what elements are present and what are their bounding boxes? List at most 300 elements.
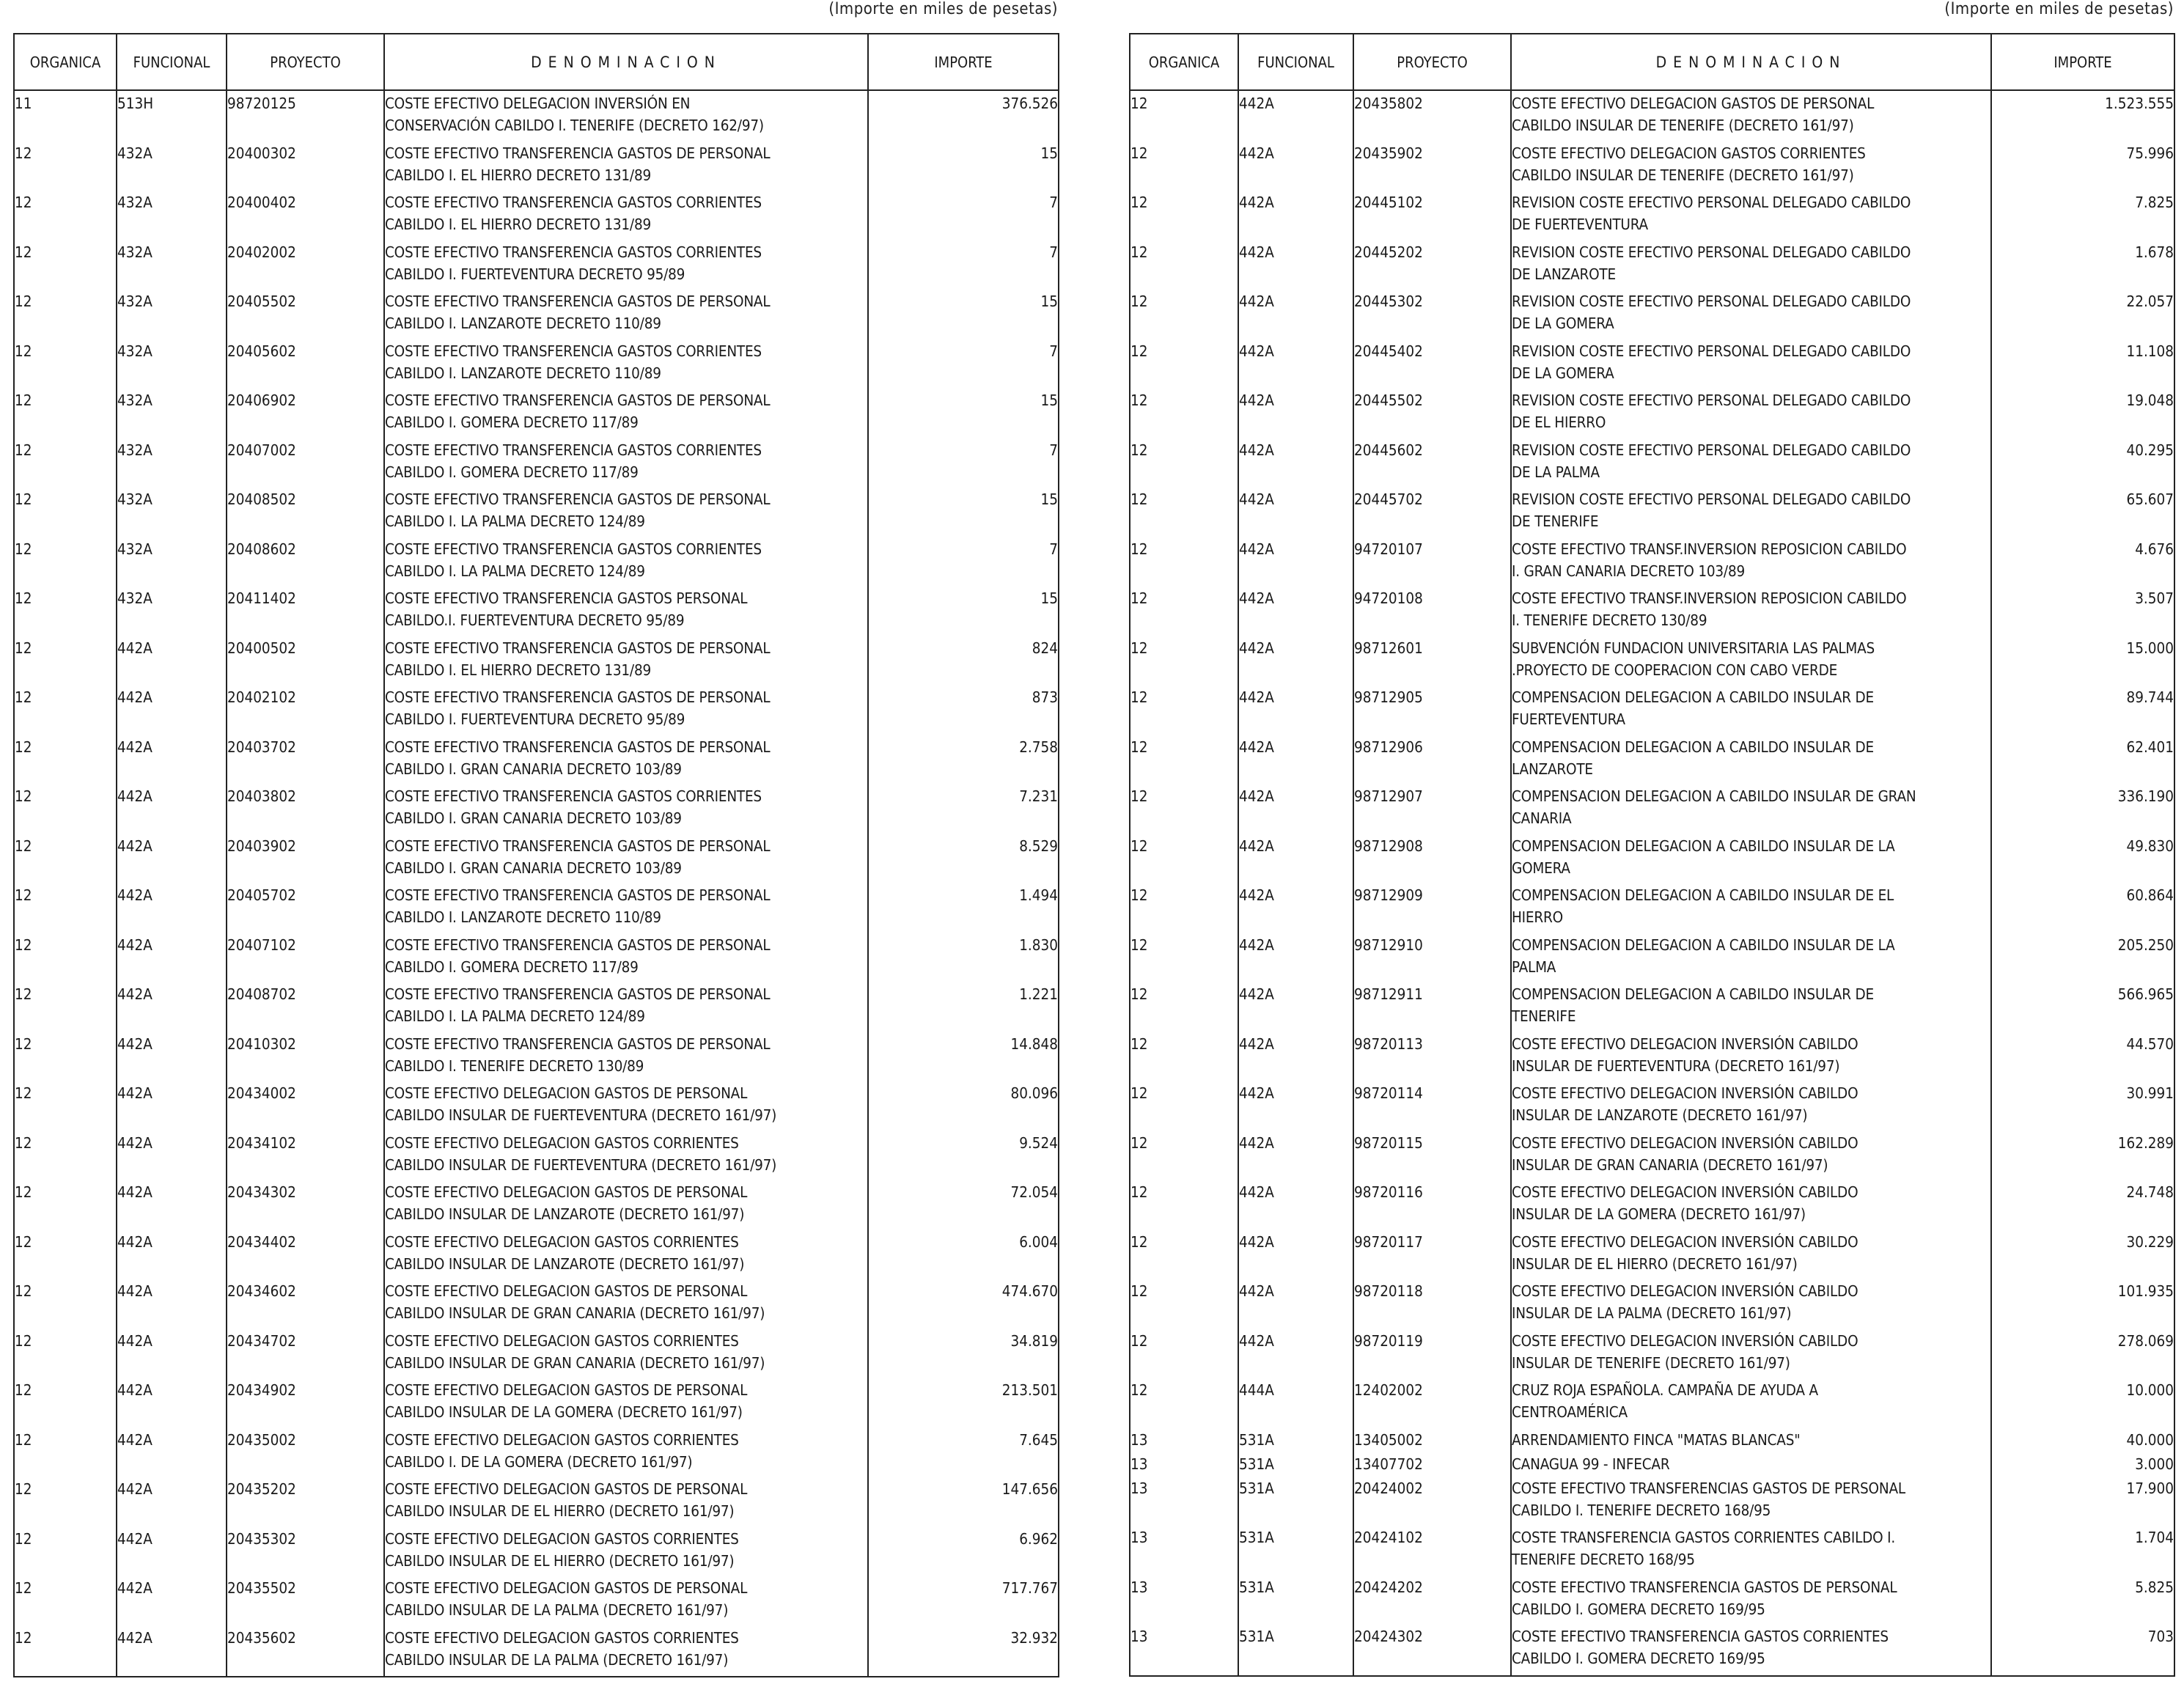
table-row bbox=[14, 1528, 1059, 1578]
denominacion-line-2: CABILDO INSULAR DE TENERIFE (DECRETO 161/97) bbox=[1512, 117, 1854, 134]
denominacion-line-2: CABILDO I. LANZAROTE DECRETO 110/89 bbox=[385, 315, 661, 332]
table-row bbox=[14, 538, 1059, 588]
cell-denominacion bbox=[384, 1330, 868, 1380]
cell-importe: 80.096 bbox=[868, 1082, 1059, 1132]
denominacion-line-2: CABILDO I. GOMERA DECRETO 117/89 bbox=[385, 463, 639, 481]
cell-funcional: 442A bbox=[117, 1627, 227, 1677]
cell-funcional: 442A bbox=[117, 1280, 227, 1330]
cell-denominacion bbox=[1511, 1625, 1991, 1676]
denominacion-line-2: CABILDO INSULAR DE EL HIERRO (DECRETO 161/97) bbox=[385, 1551, 735, 1570]
table-row bbox=[1130, 1082, 2174, 1132]
cell-organica: 13 bbox=[1130, 1429, 1238, 1453]
table-row bbox=[14, 934, 1059, 984]
cell-denominacion bbox=[384, 439, 868, 489]
cell-importe: 9.524 bbox=[868, 1132, 1059, 1182]
cell-organica: 12 bbox=[1130, 835, 1238, 885]
header-proyecto: PROYECTO bbox=[227, 34, 384, 90]
cell-denominacion bbox=[384, 290, 868, 340]
denominacion-line-2: DE TENERIFE bbox=[1512, 512, 1599, 530]
table-row bbox=[1130, 736, 2174, 786]
cell-organica: 12 bbox=[14, 340, 117, 390]
table-row bbox=[14, 1627, 1059, 1677]
cell-importe: 44.570 bbox=[1991, 1033, 2174, 1083]
cell-organica: 12 bbox=[1130, 686, 1238, 736]
denominacion-line-2: CABILDO I. DE LA GOMERA (DECRETO 161/97) bbox=[385, 1452, 693, 1471]
cell-funcional: 442A bbox=[117, 1330, 227, 1380]
cell-importe: 89.744 bbox=[1991, 686, 2174, 736]
cell-organica: 12 bbox=[14, 587, 117, 637]
cell-denominacion bbox=[384, 1132, 868, 1182]
cell-proyecto: 98712601 bbox=[1353, 637, 1511, 687]
cell-organica: 12 bbox=[14, 736, 117, 786]
cell-organica: 12 bbox=[14, 934, 117, 984]
cell-importe: 15.000 bbox=[1991, 637, 2174, 687]
cell-importe: 24.748 bbox=[1991, 1181, 2174, 1231]
denominacion-line-1: REVISION COSTE EFECTIVO PERSONAL DELEGADO CABILDO bbox=[1512, 194, 1911, 211]
cell-denominacion bbox=[384, 637, 868, 687]
cell-funcional: 442A bbox=[1238, 785, 1353, 835]
cell-denominacion bbox=[1511, 1379, 1991, 1429]
cell-organica: 12 bbox=[14, 1231, 117, 1281]
right-page-half bbox=[1129, 0, 2174, 1687]
cell-importe: 278.069 bbox=[1991, 1330, 2174, 1380]
denominacion-line-1: COSTE EFECTIVO TRANSFERENCIA GASTOS CORRIENTES bbox=[385, 540, 762, 558]
denominacion-line-2: CABILDO I. GOMERA DECRETO 169/95 bbox=[1512, 1600, 1765, 1618]
cell-funcional: 442A bbox=[1238, 587, 1353, 637]
cell-proyecto: 20435302 bbox=[227, 1528, 384, 1578]
denominacion-line-1: REVISION COSTE EFECTIVO PERSONAL DELEGADO CABILDO bbox=[1512, 293, 1911, 310]
cell-organica: 12 bbox=[1130, 637, 1238, 687]
cell-proyecto: 20424002 bbox=[1353, 1477, 1511, 1527]
cell-proyecto: 20424102 bbox=[1353, 1526, 1511, 1576]
header-importe: IMPORTE bbox=[868, 34, 1059, 90]
cell-proyecto: 20435502 bbox=[227, 1577, 384, 1627]
cell-importe: 7.825 bbox=[1991, 191, 2174, 241]
denominacion-line-1: COSTE EFECTIVO TRANSFERENCIA GASTOS DE PERSONAL bbox=[385, 144, 771, 162]
cell-importe: 4.676 bbox=[1991, 538, 2174, 588]
denominacion-line-2: INSULAR DE LANZAROTE (DECRETO 161/97) bbox=[1512, 1106, 1808, 1124]
denominacion-line-2: CABILDO INSULAR DE LANZAROTE (DECRETO 161/97) bbox=[385, 1254, 745, 1273]
denominacion-line-1: CRUZ ROJA ESPAÑOLA. CAMPAÑA DE AYUDA A bbox=[1512, 1381, 1818, 1399]
denominacion-line-2: CABILDO I. TENERIFE DECRETO 168/95 bbox=[1512, 1501, 1771, 1519]
denominacion-line-2: CABILDO I. FUERTEVENTURA DECRETO 95/89 bbox=[385, 710, 685, 728]
table-row bbox=[1130, 1625, 2174, 1676]
cell-proyecto: 20405502 bbox=[227, 290, 384, 340]
cell-proyecto: 20434602 bbox=[227, 1280, 384, 1330]
denominacion-line-2: .PROYECTO DE COOPERACION CON CABO VERDE bbox=[1512, 661, 1838, 679]
denominacion-line-2: I. GRAN CANARIA DECRETO 103/89 bbox=[1512, 562, 1746, 580]
cell-organica: 12 bbox=[14, 1181, 117, 1231]
cell-funcional: 442A bbox=[1238, 1231, 1353, 1281]
denominacion-line-2: CABILDO I. TENERIFE DECRETO 130/89 bbox=[385, 1056, 644, 1075]
cell-funcional: 442A bbox=[117, 1132, 227, 1182]
cell-organica: 12 bbox=[14, 1132, 117, 1182]
cell-proyecto: 98720113 bbox=[1353, 1033, 1511, 1083]
cell-importe: 1.704 bbox=[1991, 1526, 2174, 1576]
denominacion-line-1: COSTE EFECTIVO DELEGACION GASTOS CORRIENTES bbox=[385, 1529, 739, 1548]
cell-funcional: 442A bbox=[117, 835, 227, 885]
cell-organica: 12 bbox=[14, 835, 117, 885]
table-row bbox=[1130, 785, 2174, 835]
cell-funcional: 442A bbox=[1238, 736, 1353, 786]
cell-proyecto: 98720119 bbox=[1353, 1330, 1511, 1380]
cell-organica: 13 bbox=[1130, 1526, 1238, 1576]
table-row bbox=[14, 90, 1059, 142]
cell-proyecto: 20403902 bbox=[227, 835, 384, 885]
cell-funcional: 442A bbox=[117, 686, 227, 736]
cell-denominacion bbox=[384, 1280, 868, 1330]
cell-denominacion bbox=[384, 1231, 868, 1281]
cell-proyecto: 98720117 bbox=[1353, 1231, 1511, 1281]
cell-importe: 7 bbox=[868, 241, 1059, 291]
denominacion-line-1: COSTE EFECTIVO DELEGACION INVERSIÓN CABILDO bbox=[1512, 1282, 1858, 1300]
denominacion-line-1: COSTE EFECTIVO DELEGACION GASTOS DE PERSONAL bbox=[385, 1480, 748, 1498]
denominacion-line-1: COSTE EFECTIVO TRANSFERENCIA GASTOS CORRIENTES bbox=[385, 441, 762, 459]
cell-proyecto: 98712911 bbox=[1353, 983, 1511, 1033]
table-row bbox=[14, 340, 1059, 390]
cell-importe: 40.295 bbox=[1991, 439, 2174, 489]
denominacion-line-1: COMPENSACION DELEGACION A CABILDO INSULAR DE bbox=[1512, 688, 1874, 706]
table-row bbox=[1130, 1033, 2174, 1083]
cell-importe: 1.830 bbox=[868, 934, 1059, 984]
cell-funcional: 442A bbox=[1238, 191, 1353, 241]
cell-denominacion bbox=[384, 736, 868, 786]
denominacion-line-1: COSTE EFECTIVO TRANSFERENCIA GASTOS DE PERSONAL bbox=[385, 392, 771, 409]
budget-table-right bbox=[1129, 33, 2175, 1677]
cell-funcional: 442A bbox=[1238, 538, 1353, 588]
header-funcional: FUNCIONAL bbox=[117, 34, 227, 90]
cell-denominacion bbox=[384, 587, 868, 637]
cell-importe: 5.825 bbox=[1991, 1576, 2174, 1626]
cell-organica: 12 bbox=[14, 1033, 117, 1083]
cell-funcional: 442A bbox=[1238, 1181, 1353, 1231]
cell-denominacion bbox=[1511, 1330, 1991, 1380]
header-denominacion: DENOMINACION bbox=[1511, 34, 1991, 90]
cell-proyecto: 20403802 bbox=[227, 785, 384, 835]
cell-denominacion bbox=[1511, 1231, 1991, 1281]
cell-funcional: 442A bbox=[117, 736, 227, 786]
cell-denominacion bbox=[384, 934, 868, 984]
cell-funcional: 432A bbox=[117, 587, 227, 637]
cell-denominacion bbox=[1511, 538, 1991, 588]
cell-denominacion bbox=[384, 389, 868, 439]
cell-funcional: 442A bbox=[1238, 241, 1353, 291]
cell-funcional: 442A bbox=[117, 1082, 227, 1132]
cell-denominacion bbox=[384, 1033, 868, 1083]
header-proyecto: PROYECTO bbox=[1353, 34, 1511, 90]
table-row bbox=[14, 1429, 1059, 1479]
cell-importe: 101.935 bbox=[1991, 1280, 2174, 1330]
cell-organica: 12 bbox=[1130, 1033, 1238, 1083]
cell-importe: 7.645 bbox=[868, 1429, 1059, 1479]
cell-funcional: 442A bbox=[1238, 439, 1353, 489]
table-body bbox=[1130, 90, 2174, 1676]
cell-funcional: 442A bbox=[117, 1528, 227, 1578]
cell-funcional: 444A bbox=[1238, 1379, 1353, 1429]
unit-note: (Importe en miles de pesetas) bbox=[828, 0, 1058, 18]
cell-denominacion bbox=[384, 1577, 868, 1627]
cell-organica: 12 bbox=[1130, 1231, 1238, 1281]
cell-importe: 7 bbox=[868, 340, 1059, 390]
cell-denominacion bbox=[384, 1478, 868, 1528]
table-row bbox=[1130, 90, 2174, 142]
cell-organica: 12 bbox=[14, 1577, 117, 1627]
cell-importe: 7.231 bbox=[868, 785, 1059, 835]
cell-organica: 12 bbox=[14, 488, 117, 538]
cell-importe: 75.996 bbox=[1991, 142, 2174, 192]
table-row bbox=[1130, 389, 2174, 439]
cell-organica: 12 bbox=[1130, 983, 1238, 1033]
table-row bbox=[1130, 686, 2174, 736]
cell-denominacion bbox=[384, 1528, 868, 1578]
cell-denominacion bbox=[384, 142, 868, 192]
table-row bbox=[14, 488, 1059, 538]
cell-organica: 12 bbox=[14, 637, 117, 687]
cell-funcional: 531A bbox=[1238, 1576, 1353, 1626]
cell-organica: 13 bbox=[1130, 1477, 1238, 1527]
cell-denominacion bbox=[1511, 439, 1991, 489]
cell-proyecto: 20434002 bbox=[227, 1082, 384, 1132]
cell-funcional: 442A bbox=[117, 785, 227, 835]
cell-denominacion bbox=[1511, 1132, 1991, 1182]
denominacion-line-1: COSTE EFECTIVO TRANSFERENCIA GASTOS DE PERSONAL bbox=[385, 1034, 771, 1053]
denominacion-line-1: COMPENSACION DELEGACION A CABILDO INSULAR DE bbox=[1512, 738, 1874, 756]
cell-organica: 12 bbox=[1130, 1280, 1238, 1330]
cell-proyecto: 98712910 bbox=[1353, 934, 1511, 984]
cell-proyecto: 20403702 bbox=[227, 736, 384, 786]
denominacion-line-1: COSTE EFECTIVO DELEGACION GASTOS CORRIENTES bbox=[385, 1628, 739, 1647]
table-row bbox=[14, 884, 1059, 934]
cell-proyecto: 20408602 bbox=[227, 538, 384, 588]
cell-proyecto: 20445402 bbox=[1353, 340, 1511, 390]
cell-importe: 6.962 bbox=[868, 1528, 1059, 1578]
denominacion-line-2: INSULAR DE LA PALMA (DECRETO 161/97) bbox=[1512, 1304, 1792, 1322]
cell-funcional: 432A bbox=[117, 191, 227, 241]
cell-funcional: 442A bbox=[117, 1033, 227, 1083]
cell-organica: 12 bbox=[1130, 389, 1238, 439]
denominacion-line-1: COSTE TRANSFERENCIA GASTOS CORRIENTES CABILDO I. bbox=[1512, 1529, 1895, 1546]
cell-proyecto: 20445202 bbox=[1353, 241, 1511, 291]
cell-funcional: 442A bbox=[117, 934, 227, 984]
denominacion-line-2: CABILDO I. GOMERA DECRETO 169/95 bbox=[1512, 1650, 1765, 1667]
cell-organica: 12 bbox=[1130, 90, 1238, 142]
cell-organica: 12 bbox=[14, 1429, 117, 1479]
cell-proyecto: 20407002 bbox=[227, 439, 384, 489]
denominacion-line-1: COSTE EFECTIVO TRANSFERENCIA GASTOS DE PERSONAL bbox=[385, 639, 771, 657]
cell-organica: 13 bbox=[1130, 1625, 1238, 1676]
denominacion-line-2: DE LA PALMA bbox=[1512, 463, 1600, 481]
table-row bbox=[14, 1181, 1059, 1231]
unit-note: (Importe en miles de pesetas) bbox=[1944, 0, 2174, 18]
denominacion-line-2: CABILDO I. LA PALMA DECRETO 124/89 bbox=[385, 562, 645, 580]
table-row bbox=[14, 1033, 1059, 1083]
cell-proyecto: 20424202 bbox=[1353, 1576, 1511, 1626]
cell-denominacion bbox=[384, 785, 868, 835]
cell-organica: 12 bbox=[14, 1082, 117, 1132]
cell-organica: 12 bbox=[14, 1627, 117, 1677]
denominacion-line-1: COSTE EFECTIVO DELEGACION GASTOS CORRIENTES bbox=[1512, 144, 1866, 162]
denominacion-line-1: ARRENDAMIENTO FINCA "MATAS BLANCAS" bbox=[1512, 1430, 1801, 1449]
denominacion-line-1: COSTE EFECTIVO TRANSFERENCIA GASTOS DE PERSONAL bbox=[385, 837, 771, 855]
table-row bbox=[1130, 637, 2174, 687]
cell-denominacion bbox=[384, 835, 868, 885]
cell-organica: 12 bbox=[14, 389, 117, 439]
cell-denominacion bbox=[1511, 488, 1991, 538]
cell-denominacion bbox=[384, 241, 868, 291]
cell-importe: 376.526 bbox=[868, 90, 1059, 142]
cell-denominacion bbox=[1511, 934, 1991, 984]
cell-denominacion bbox=[1511, 241, 1991, 291]
cell-importe: 34.819 bbox=[868, 1330, 1059, 1380]
cell-importe: 7 bbox=[868, 439, 1059, 489]
cell-organica: 12 bbox=[1130, 439, 1238, 489]
cell-proyecto: 13405002 bbox=[1353, 1429, 1511, 1453]
table-row bbox=[14, 785, 1059, 835]
cell-organica: 12 bbox=[1130, 1330, 1238, 1380]
header-organica: ORGANICA bbox=[14, 34, 117, 90]
cell-funcional: 432A bbox=[117, 538, 227, 588]
denominacion-line-1: COSTE EFECTIVO TRANSFERENCIA GASTOS CORRIENTES bbox=[1512, 1628, 1889, 1645]
denominacion-line-2: CONSERVACIÓN CABILDO I. TENERIFE (DECRETO 162/97) bbox=[385, 117, 764, 134]
cell-organica: 12 bbox=[14, 1280, 117, 1330]
cell-organica: 13 bbox=[1130, 1576, 1238, 1626]
cell-denominacion bbox=[1511, 884, 1991, 934]
denominacion-line-2: CABILDO I. GRAN CANARIA DECRETO 103/89 bbox=[385, 760, 682, 778]
cell-funcional: 442A bbox=[1238, 686, 1353, 736]
denominacion-line-2: CABILDO INSULAR DE FUERTEVENTURA (DECRETO 161/97) bbox=[385, 1155, 777, 1174]
cell-funcional: 531A bbox=[1238, 1477, 1353, 1527]
cell-importe: 15 bbox=[868, 587, 1059, 637]
cell-denominacion bbox=[384, 686, 868, 736]
table-row bbox=[14, 389, 1059, 439]
denominacion-line-2: CABILDO I. GOMERA DECRETO 117/89 bbox=[385, 414, 639, 431]
cell-funcional: 442A bbox=[1238, 1033, 1353, 1083]
table-row bbox=[14, 1231, 1059, 1281]
cell-organica: 12 bbox=[14, 439, 117, 489]
denominacion-line-1: REVISION COSTE EFECTIVO PERSONAL DELEGADO CABILDO bbox=[1512, 392, 1911, 409]
denominacion-line-2: CABILDO INSULAR DE LA GOMERA (DECRETO 161/97) bbox=[385, 1403, 743, 1421]
cell-funcional: 442A bbox=[1238, 1082, 1353, 1132]
cell-denominacion bbox=[1511, 142, 1991, 192]
table-row bbox=[14, 191, 1059, 241]
cell-denominacion bbox=[384, 1181, 868, 1231]
denominacion-line-1: COSTE EFECTIVO DELEGACION INVERSIÓN EN bbox=[385, 95, 691, 112]
cell-funcional: 442A bbox=[1238, 90, 1353, 142]
table-row bbox=[1130, 1330, 2174, 1380]
cell-denominacion bbox=[1511, 736, 1991, 786]
cell-importe: 205.250 bbox=[1991, 934, 2174, 984]
table-row bbox=[14, 736, 1059, 786]
denominacion-line-2: FUERTEVENTURA bbox=[1512, 710, 1625, 728]
denominacion-line-1: COSTE EFECTIVO DELEGACION GASTOS DE PERSONAL bbox=[385, 1183, 748, 1201]
cell-funcional: 513H bbox=[117, 90, 227, 142]
denominacion-line-2: INSULAR DE LA GOMERA (DECRETO 161/97) bbox=[1512, 1205, 1806, 1223]
denominacion-line-2: CENTROAMÉRICA bbox=[1512, 1403, 1628, 1421]
cell-funcional: 442A bbox=[117, 1231, 227, 1281]
cell-organica: 12 bbox=[1130, 587, 1238, 637]
cell-proyecto: 20445302 bbox=[1353, 290, 1511, 340]
cell-organica: 12 bbox=[1130, 142, 1238, 192]
denominacion-line-1: COSTE EFECTIVO DELEGACION INVERSIÓN CABILDO bbox=[1512, 1331, 1858, 1350]
cell-proyecto: 20400402 bbox=[227, 191, 384, 241]
denominacion-line-1: COMPENSACION DELEGACION A CABILDO INSULAR DE LA bbox=[1512, 837, 1895, 855]
cell-proyecto: 98720125 bbox=[227, 90, 384, 142]
budget-table-left bbox=[13, 33, 1059, 1677]
cell-organica: 12 bbox=[14, 1528, 117, 1578]
cell-funcional: 432A bbox=[117, 290, 227, 340]
cell-denominacion bbox=[384, 488, 868, 538]
denominacion-line-2: CABILDO I. GRAN CANARIA DECRETO 103/89 bbox=[385, 859, 682, 877]
cell-proyecto: 20424302 bbox=[1353, 1625, 1511, 1676]
cell-funcional: 442A bbox=[117, 1577, 227, 1627]
cell-importe: 1.678 bbox=[1991, 241, 2174, 291]
cell-funcional: 432A bbox=[117, 241, 227, 291]
cell-proyecto: 20434702 bbox=[227, 1330, 384, 1380]
cell-importe: 3.507 bbox=[1991, 587, 2174, 637]
cell-denominacion bbox=[1511, 290, 1991, 340]
cell-funcional: 442A bbox=[117, 884, 227, 934]
denominacion-line-1: COSTE EFECTIVO TRANSFERENCIA GASTOS CORRIENTES bbox=[385, 342, 762, 360]
cell-proyecto: 20435602 bbox=[227, 1627, 384, 1677]
cell-proyecto: 20411402 bbox=[227, 587, 384, 637]
table-row bbox=[1130, 1429, 2174, 1453]
cell-denominacion bbox=[1511, 90, 1991, 142]
cell-importe: 65.607 bbox=[1991, 488, 2174, 538]
denominacion-line-2: CABILDO I. GRAN CANARIA DECRETO 103/89 bbox=[385, 809, 682, 827]
denominacion-line-2: CABILDO INSULAR DE TENERIFE (DECRETO 161/97) bbox=[1512, 166, 1854, 184]
cell-organica: 12 bbox=[14, 686, 117, 736]
denominacion-line-2: INSULAR DE EL HIERRO (DECRETO 161/97) bbox=[1512, 1254, 1798, 1273]
cell-funcional: 432A bbox=[117, 389, 227, 439]
denominacion-line-2: CABILDO INSULAR DE GRAN CANARIA (DECRETO 161/97) bbox=[385, 1353, 765, 1372]
cell-proyecto: 12402002 bbox=[1353, 1379, 1511, 1429]
cell-funcional: 442A bbox=[117, 1429, 227, 1479]
header-funcional: FUNCIONAL bbox=[1238, 34, 1353, 90]
table-row bbox=[1130, 1477, 2174, 1527]
denominacion-line-1: COSTE EFECTIVO DELEGACION GASTOS DE PERSONAL bbox=[385, 1381, 748, 1399]
cell-importe: 873 bbox=[868, 686, 1059, 736]
denominacion-line-1: COSTE EFECTIVO TRANSF.INVERSION REPOSICION CABILDO bbox=[1512, 540, 1907, 558]
table-row bbox=[14, 1280, 1059, 1330]
denominacion-line-2: CABILDO I. LANZAROTE DECRETO 110/89 bbox=[385, 908, 661, 926]
cell-denominacion bbox=[1511, 637, 1991, 687]
cell-importe: 824 bbox=[868, 637, 1059, 687]
table-row bbox=[1130, 587, 2174, 637]
table-row bbox=[1130, 1576, 2174, 1626]
denominacion-line-1: COSTE EFECTIVO TRANSFERENCIA GASTOS CORRIENTES bbox=[385, 194, 762, 211]
denominacion-line-2: CABILDO I. EL HIERRO DECRETO 131/89 bbox=[385, 216, 652, 233]
denominacion-line-1: COSTE EFECTIVO DELEGACION INVERSIÓN CABILDO bbox=[1512, 1133, 1858, 1152]
table-row bbox=[1130, 340, 2174, 390]
cell-organica: 12 bbox=[14, 785, 117, 835]
denominacion-line-1: COSTE EFECTIVO DELEGACION GASTOS DE PERSONAL bbox=[385, 1084, 748, 1102]
left-page-half bbox=[13, 0, 1058, 1687]
table-row bbox=[14, 142, 1059, 192]
header-denominacion: DENOMINACION bbox=[384, 34, 868, 90]
cell-denominacion bbox=[1511, 587, 1991, 637]
cell-funcional: 442A bbox=[117, 1478, 227, 1528]
denominacion-line-2: INSULAR DE FUERTEVENTURA (DECRETO 161/97) bbox=[1512, 1056, 1840, 1075]
cell-importe: 3.000 bbox=[1991, 1453, 2174, 1477]
denominacion-line-2: DE LA GOMERA bbox=[1512, 315, 1614, 332]
cell-organica: 12 bbox=[1130, 785, 1238, 835]
cell-organica: 11 bbox=[14, 90, 117, 142]
cell-organica: 12 bbox=[14, 290, 117, 340]
denominacion-line-1: REVISION COSTE EFECTIVO PERSONAL DELEGADO CABILDO bbox=[1512, 490, 1911, 508]
cell-proyecto: 20400502 bbox=[227, 637, 384, 687]
cell-importe: 6.004 bbox=[868, 1231, 1059, 1281]
table-row bbox=[1130, 884, 2174, 934]
